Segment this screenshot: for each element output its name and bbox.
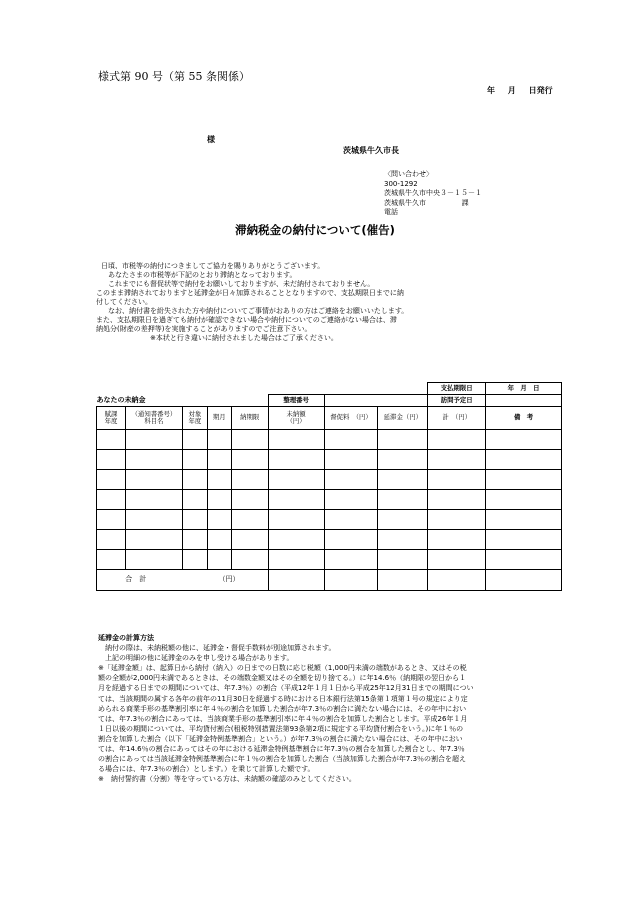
note-line: 割合を加算した割合（以下「延滞金特例基準割合」という。）が年7.3％の割合に満たない場合には、その年中におい [98, 734, 463, 743]
table-cell [182, 430, 207, 450]
table-cell [207, 510, 231, 530]
table-cell [182, 510, 207, 530]
payment-deadline-value: 年 月 日 [486, 383, 562, 395]
col-header: 督促料 （円） [324, 407, 378, 430]
col-header: 未納額 （円） [268, 407, 324, 430]
col-header: 計 （円） [428, 407, 486, 430]
body-line: あなたさまの市税等が下記のとおり滞納となっております。 [101, 271, 297, 279]
table-cell [207, 450, 231, 470]
contact-line: 茨城県牛久市 課 [384, 198, 469, 207]
table-cell [428, 450, 486, 470]
table-cell [182, 530, 207, 550]
table-row [97, 510, 562, 530]
table-cell [378, 490, 428, 510]
table-cell [268, 550, 324, 570]
note-line: の割合にあっては当該延滞金特例基準割合に年１％の割合を加算した割合（当該加算した割合が年7.3％の割合を超え [98, 755, 467, 764]
table-cell [231, 550, 268, 570]
body-line: また、支払期限日を過ぎても納付が確認できない場合や納付についてのご連絡がない場合は、滞 [96, 316, 397, 324]
col-header: 備 考 [486, 407, 562, 430]
payment-deadline-label: 支払期限日 [428, 383, 486, 395]
table-cell [231, 470, 268, 490]
sender-mayor: 茨城県牛久市長 [343, 146, 399, 155]
table-cell [324, 490, 378, 510]
table-cell [378, 530, 428, 550]
note-line: ※ 納付誓約書（分割）等を守っている方は、未納額の確認のみとしてください。 [98, 775, 356, 784]
table-cell [125, 490, 182, 510]
table-cell [486, 550, 562, 570]
col-header: 期月 [207, 407, 231, 430]
contact-line: 電話 [384, 208, 398, 216]
table-cell [324, 470, 378, 490]
total-unit: （円） [218, 575, 240, 584]
table-cell [231, 530, 268, 550]
table-cell [207, 470, 231, 490]
table-cell [324, 550, 378, 570]
note-line: 上記の明細の他に延滞金のみを申し受ける場合があります。 [98, 654, 294, 663]
table-cell [428, 510, 486, 530]
note-line: 額の全額が2,000円未満であるときは、その端数金額又はその全額を切り捨てる。）に年14.6％（納期限の翌日から１ [98, 674, 467, 683]
body-line: ※本状と行き違いに納付されました場合はご了承ください。 [101, 334, 338, 342]
table-cell [268, 530, 324, 550]
contact-block [384, 170, 482, 218]
body-line: なお、納付書を紛失された方や納付についてご事情がおありの方はご連絡をお願いいたします。 [101, 307, 409, 315]
total-cell [268, 570, 324, 591]
table-row [97, 530, 562, 550]
addressee-suffix: 様 [207, 135, 215, 144]
table-cell [125, 510, 182, 530]
table-cell [378, 550, 428, 570]
form-number: 様式第 90 号（第 55 条関係） [98, 70, 250, 83]
table-cell [324, 450, 378, 470]
visit-date-value [486, 395, 562, 407]
body-line: 日頃、市税等の納付につきましてご協力を賜りありがとうございます。 [101, 262, 325, 270]
table-cell [378, 450, 428, 470]
body-line: このまま滞納されておりますと延滞金が日々加算されることとなりますので、支払期限日までに納 [96, 289, 404, 297]
table-cell [324, 430, 378, 450]
note-line: ては、年7.3％の割合にあっては、当該商業手形の基準割引率に年４％の割合を加算した割合とします。平成26年１月 [98, 714, 468, 723]
table-cell [97, 490, 126, 510]
table-cell [324, 510, 378, 530]
table-cell [207, 430, 231, 450]
contact-line: 茨城県牛久市中央３－１５－１ [384, 189, 482, 197]
body-text [96, 262, 409, 343]
unpaid-table [96, 382, 562, 591]
table-cell [182, 470, 207, 490]
col-header: （通知書番号） 科目名 [125, 407, 182, 430]
table-cell [97, 430, 126, 450]
table-cell [182, 490, 207, 510]
table-cell [428, 490, 486, 510]
table-cell [207, 490, 231, 510]
note-line: ては、年14.6％の割合にあってはその年における延滞金特例基準割合に年7.3％の割合を加算した割合とし、年7.3％ [98, 745, 465, 754]
table-cell [125, 530, 182, 550]
contact-line: 〈問い合わせ〉 [384, 170, 433, 178]
total-cell [428, 570, 486, 591]
table-cell [486, 510, 562, 530]
note-line: １日以後の期間については、平均貸付割合(租税特別措置法第93条第2項に規定する平均貸付割合をいう。)に年１％の [98, 724, 464, 733]
unpaid-label: あなたの未納金 [96, 395, 146, 404]
total-label-cell [97, 570, 269, 591]
total-cell [378, 570, 428, 591]
table-cell [97, 470, 126, 490]
table-cell [97, 510, 126, 530]
table-cell [125, 470, 182, 490]
issue-date: 年 月 日発行 [487, 86, 553, 95]
table-cell [428, 430, 486, 450]
table-cell [125, 450, 182, 470]
table-cell [486, 470, 562, 490]
table-cell [486, 430, 562, 450]
body-line: 納処分(財産の差押等)を実施することがありますのでご注意下さい。 [96, 325, 312, 333]
table-cell [324, 530, 378, 550]
note-line: められる商業手形の基準割引率に年４％の割合を加算した割合が年7.3％の割合に満たない場合には、その年中におい [98, 704, 467, 713]
table-cell [182, 550, 207, 570]
visit-date-label: 訪問予定日 [428, 395, 486, 407]
note-line: る場合には、年7.3％の割合）とします。）を乗じて計算した額です。 [98, 765, 315, 774]
total-cell [486, 570, 562, 591]
col-header: 納期限 [231, 407, 268, 430]
note-line: 納付の際は、未納税額の他に、延滞金・督促手数料が別途加算されます。 [98, 644, 336, 653]
table-cell [97, 530, 126, 550]
table-cell [125, 550, 182, 570]
table-cell [97, 450, 126, 470]
col-header: 延滞金（円） [378, 407, 428, 430]
notes-block [98, 633, 473, 784]
table-cell [207, 530, 231, 550]
table-cell [378, 470, 428, 490]
unpaid-table-wrap [96, 382, 562, 591]
notes-heading: 延滞金の計算方法 [98, 634, 154, 642]
table-cell [268, 430, 324, 450]
table-cell [268, 470, 324, 490]
table-cell [231, 450, 268, 470]
note-line: ※「延滞金額」は、起算日から納付（納入）の日までの日数に応じ税額（1,000円未満の端数があるとき、又はその税 [98, 664, 467, 673]
table-row [97, 470, 562, 490]
note-line: 月を経過する日までの期間については、年7.3％）の割合（平成12年１月１日から平成25年12月31日までの期間につい [98, 684, 474, 693]
col-header: 対象 年度 [182, 407, 207, 430]
table-cell [268, 450, 324, 470]
table-cell [428, 470, 486, 490]
total-label: 合 計 [125, 575, 147, 584]
table-cell [231, 430, 268, 450]
col-header: 賦課 年度 [97, 407, 126, 430]
table-cell [428, 530, 486, 550]
table-row [97, 550, 562, 570]
total-cell [324, 570, 378, 591]
table-cell [97, 550, 126, 570]
table-cell [378, 430, 428, 450]
page-title: 滞納税金の納付について(催告) [235, 223, 395, 237]
note-line: ては、当該期間の属する各年の前年の11月30日を経過する時における日本銀行法第15条第１項第１号の規定により定 [98, 694, 468, 703]
table-row [97, 450, 562, 470]
table-cell [486, 450, 562, 470]
table-row [97, 430, 562, 450]
table-cell [378, 510, 428, 530]
table-cell [486, 530, 562, 550]
table-cell [231, 490, 268, 510]
contact-line: 300-1292 [384, 179, 418, 188]
body-line: 付してください。 [96, 298, 152, 306]
table-cell [182, 450, 207, 470]
table-cell [428, 550, 486, 570]
table-cell [486, 490, 562, 510]
body-line: これまでにも督促状等で納付をお願いしておりますが、未だ納付されておりません。 [101, 280, 375, 288]
ref-number-label: 整理番号 [268, 395, 324, 407]
table-cell [231, 510, 268, 530]
table-cell [207, 550, 231, 570]
table-row [97, 490, 562, 510]
table-cell [268, 490, 324, 510]
ref-number-value [324, 395, 428, 407]
table-cell [268, 510, 324, 530]
table-cell [125, 430, 182, 450]
